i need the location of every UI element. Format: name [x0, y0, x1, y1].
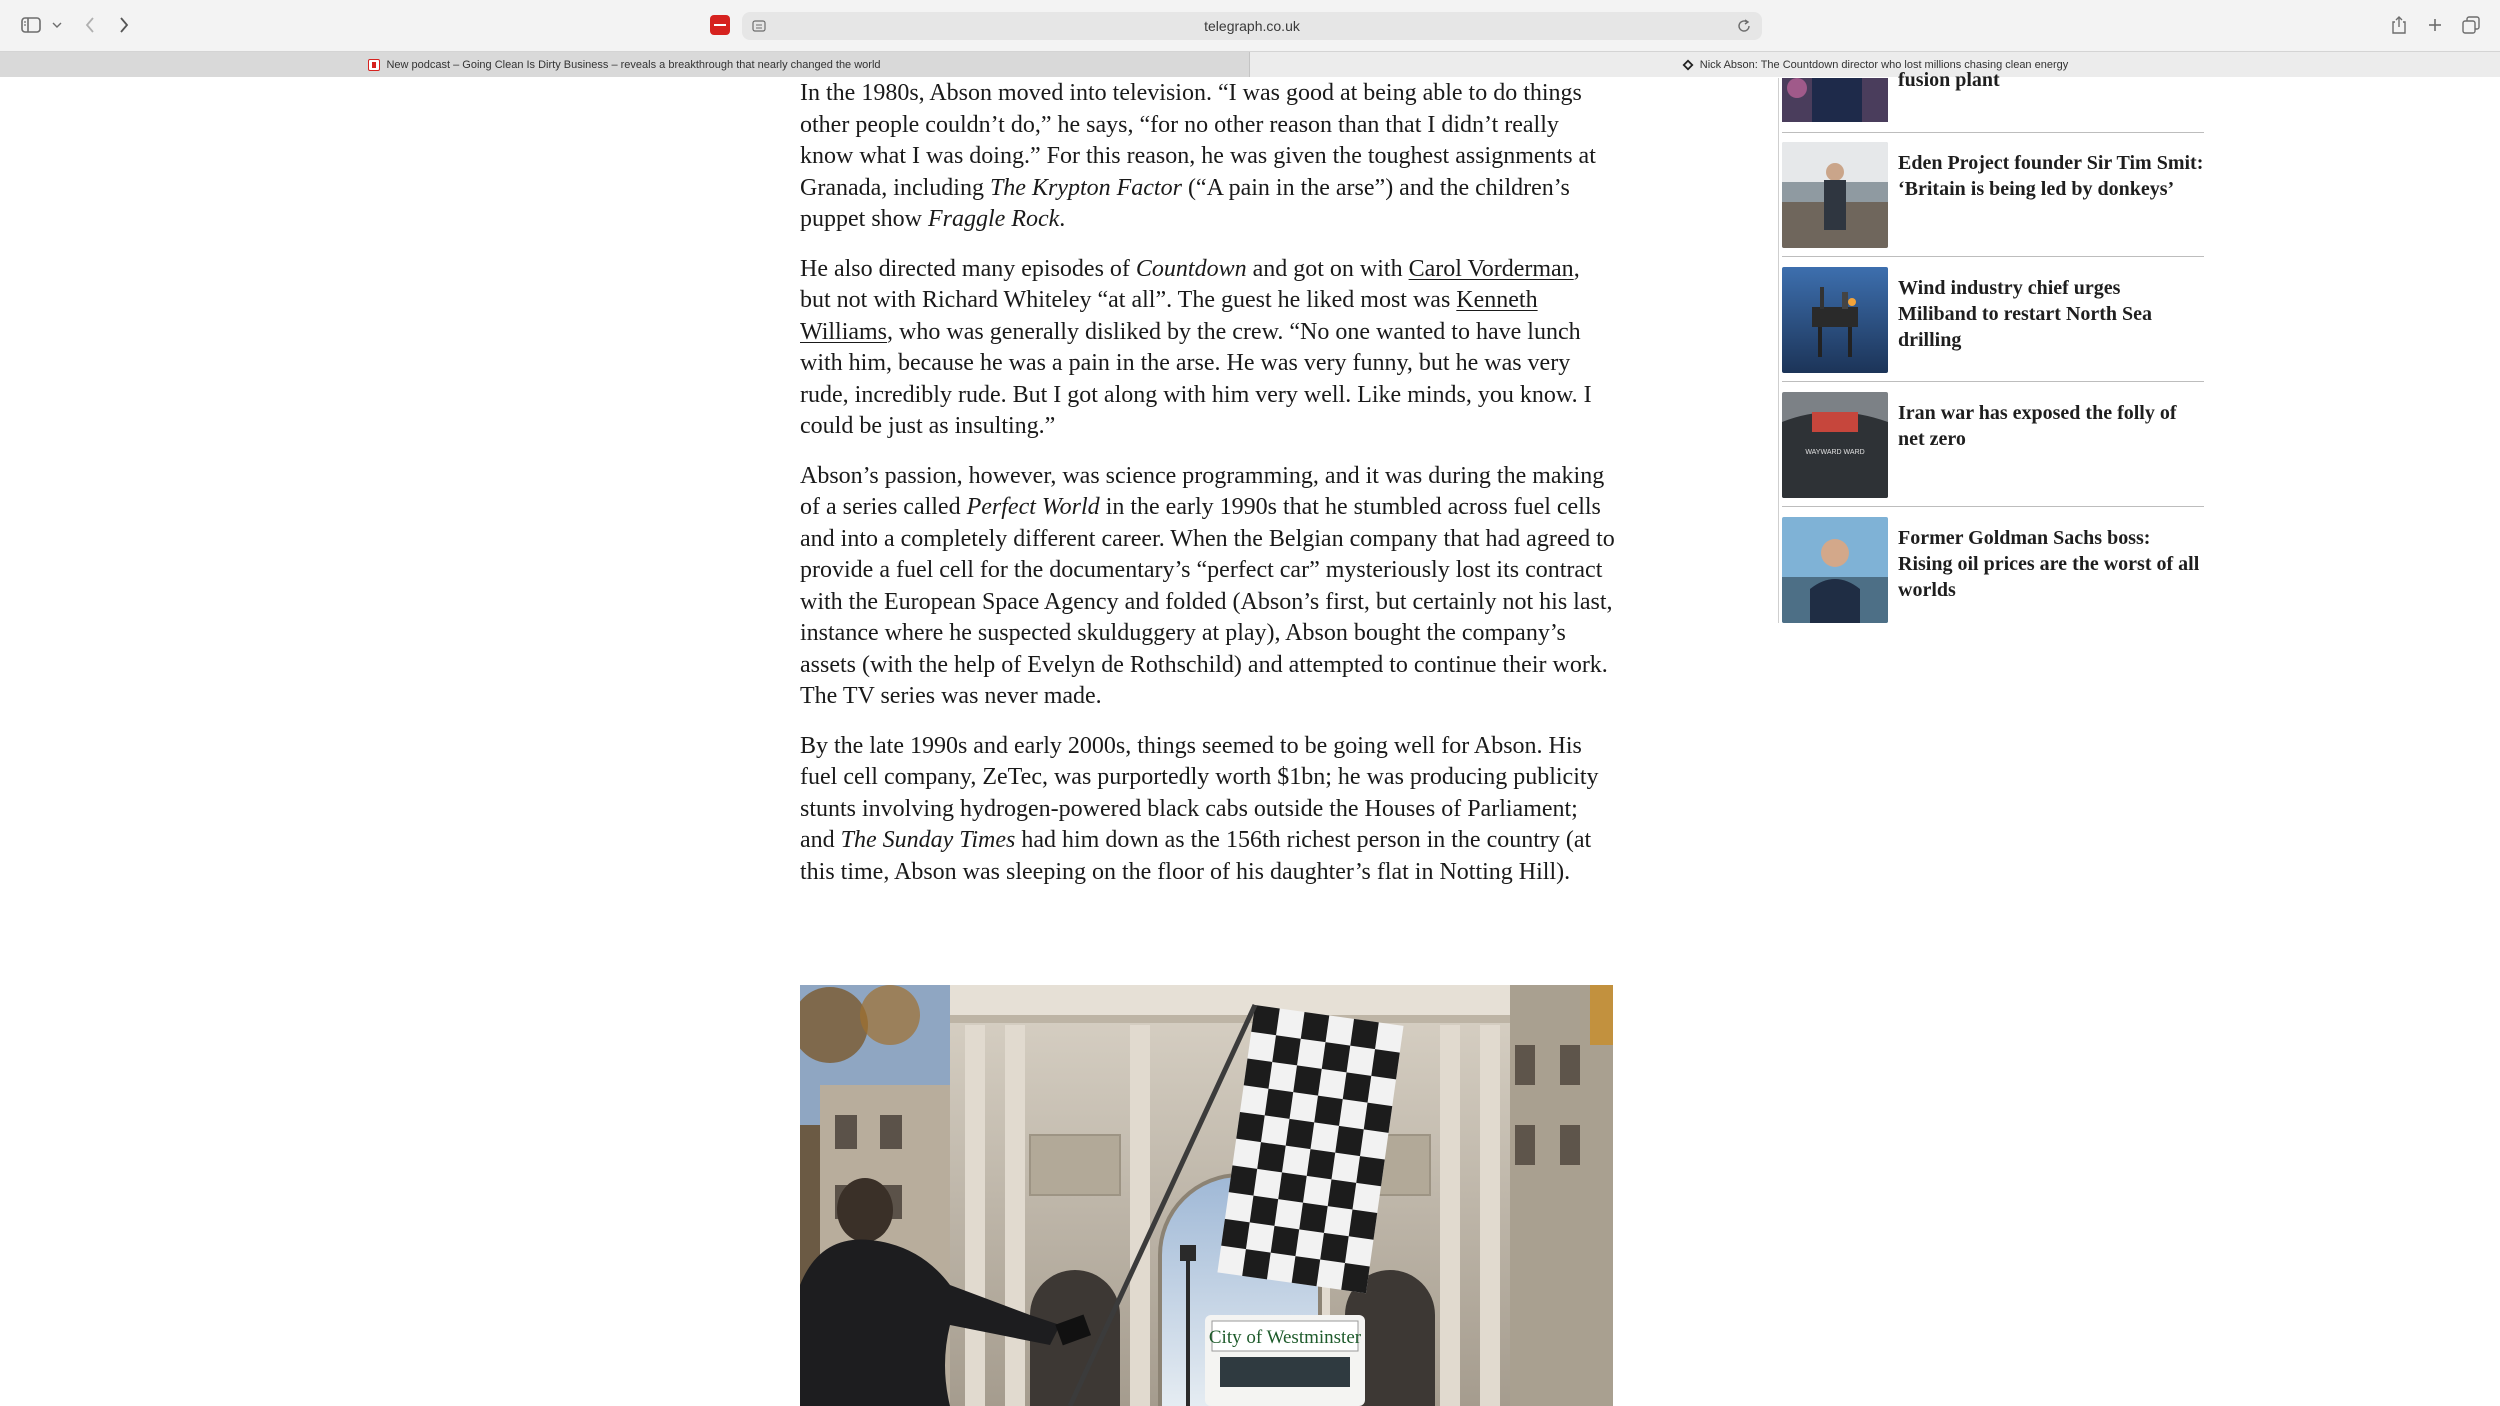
tab-title: New podcast – Going Clean Is Dirty Business – reveals a breakthrough that nearly changed the world	[386, 58, 881, 71]
forward-icon[interactable]	[114, 13, 134, 37]
text-run: Abson’s passion, however, was science programming, and it was during the making of a series called	[800, 462, 1605, 520]
sidebar-headline[interactable]: Iran war has exposed the folly of net zero	[1898, 402, 2177, 450]
back-icon[interactable]	[80, 13, 100, 37]
article-paragraph	[800, 461, 1615, 713]
divider	[1782, 506, 2204, 507]
sidebar-headline[interactable]: Former Goldman Sachs boss: Rising oil prices are the worst of all worlds	[1898, 527, 2200, 601]
italic-title: The Sunday Times	[840, 827, 1016, 853]
text-run: and got on with	[1246, 255, 1409, 282]
text-run: He also directed many episodes of	[800, 255, 1136, 282]
italic-title: The Krypton Factor	[989, 174, 1182, 201]
article-paragraph	[800, 731, 1615, 889]
article-photo-marble-arch[interactable]	[800, 985, 1613, 1406]
sidebar-item-goldman-sachs[interactable]	[1782, 517, 2204, 629]
telegraph-tab-icon	[368, 59, 380, 71]
article-thumbnail[interactable]	[1782, 142, 1888, 248]
tab-podcast[interactable]	[0, 52, 1250, 77]
sidebar-item-iran-war[interactable]	[1782, 392, 2204, 504]
divider	[1782, 132, 2204, 133]
chevron-down-icon[interactable]	[50, 13, 64, 37]
text-run: , who was generally disliked by the crew. “No one wanted to have lunch with him, because he was a pain in the arse. He was very funny, but he was very rude, incredibly rude. But I got along with him very well. Like minds, you know. I could be just as insulting.”	[800, 318, 1592, 439]
ship-label: WAYWARD WARD	[1805, 449, 1865, 456]
article-thumbnail[interactable]	[1782, 517, 1888, 623]
article-paragraph	[800, 254, 1615, 443]
text-run: (“A pain in the arse”) and the children’s puppet show	[800, 174, 1570, 232]
sidebar-item-eden-project[interactable]	[1782, 142, 2204, 254]
tab-overview-icon[interactable]	[2460, 13, 2482, 37]
new-tab-icon[interactable]	[2424, 13, 2446, 37]
share-icon[interactable]	[2388, 13, 2410, 37]
article-body	[800, 78, 1615, 906]
reload-icon[interactable]	[1736, 18, 1752, 39]
divider	[1782, 381, 2204, 382]
telegraph-favicon[interactable]	[710, 15, 730, 35]
article-paragraph	[800, 78, 1615, 236]
text-run: By the late 1990s and early 2000s, things seemed to be going well for Abson. His fuel cell company, ZeTec, was purportedly worth $1bn; he was producing publicity stunts involving hydrogen-powered black cabs outside the Houses of Parliament; and	[800, 732, 1599, 853]
article-thumbnail[interactable]	[1782, 78, 1888, 122]
carol-vorderman-link[interactable]: Carol Vorderman	[1408, 255, 1574, 282]
url-text[interactable]: telegraph.co.uk	[1204, 18, 1300, 34]
article-thumbnail[interactable]	[1782, 392, 1888, 498]
van-sign-text: City of Westminster	[1208, 1327, 1362, 1348]
sidebar-headline[interactable]: Eden Project founder Sir Tim Smit: ‘Britain is being led by donkeys’	[1898, 152, 2204, 200]
italic-title: Fraggle Rock	[928, 206, 1060, 232]
divider	[1782, 256, 2204, 257]
text-run: In the 1980s, Abson moved into television. “I was good at being able to do things other people couldn’t do,” he says, “for no other reason than that I didn’t really know what I was doing.” For this reason, he was given the toughest assignments at Granada, including	[800, 80, 1596, 201]
address-bar[interactable]	[742, 12, 1762, 40]
text-run: , but not with Richard Whiteley “at all”. The guest he liked most was	[800, 255, 1580, 313]
italic-title: Perfect World	[966, 494, 1100, 520]
tab-title: Nick Abson: The Countdown director who lost millions chasing clean energy	[1699, 58, 2069, 71]
sidebar-headline-partial[interactable]: fusion plant	[1898, 69, 2000, 91]
text-run: had him down as the 156th richest person in the country (at this time, Abson was sleeping on the floor of his daughter’s flat in Notting Hill).	[800, 827, 1592, 885]
article-thumbnail[interactable]	[1782, 267, 1888, 373]
sidebar-rule	[1778, 78, 1779, 623]
sidebar-item-wind-industry[interactable]	[1782, 267, 2204, 379]
related-articles-sidebar	[1778, 0, 2204, 625]
kenneth-williams-link[interactable]: Kenneth Williams	[800, 287, 1538, 345]
diamond-tab-icon	[1682, 59, 1694, 71]
text-run: .	[1059, 206, 1066, 232]
text-run: in the early 1990s that he stumbled across fuel cells and into a completely different career. When the Belgian company that had agreed to provide a fuel cell for the documentary’s “perfect car” mysteriously lost its contract with the European Space Agency and folded (Abson’s first, but certainly not his last, instance where he suspected skulduggery at play), Abson bought the company’s assets (with the help of Evelyn de Rothschild) and attempted to continue their work. The TV series was never made.	[800, 494, 1615, 709]
italic-title: Countdown	[1135, 255, 1247, 282]
sidebar-headline[interactable]: Wind industry chief urges Miliband to restart North Sea drilling	[1898, 277, 2153, 351]
sidebar-toggle-icon[interactable]	[18, 13, 44, 37]
